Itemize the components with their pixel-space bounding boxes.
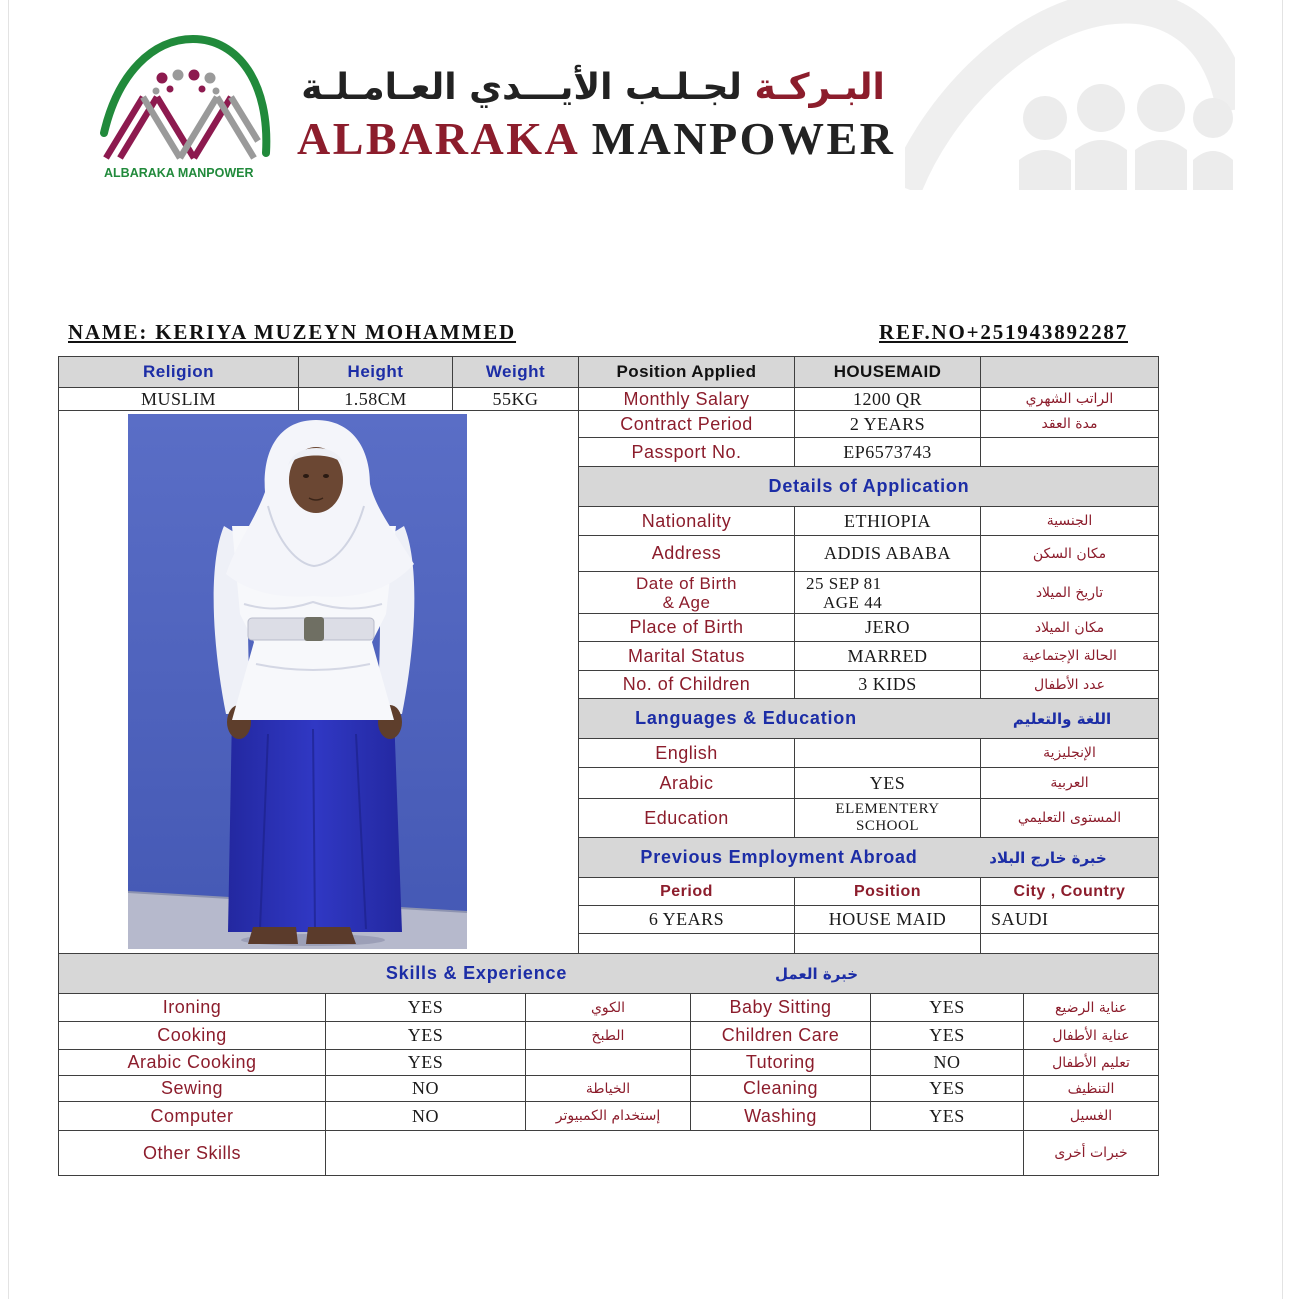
skills-experience-title-arabic: خبرة العمل bbox=[774, 964, 859, 983]
arabic-label: Arabic bbox=[579, 768, 795, 799]
skills-experience-header bbox=[59, 954, 1159, 994]
number-of-children-label: No. of Children bbox=[579, 671, 795, 699]
english-value bbox=[795, 739, 981, 768]
skill-name: Cleaning bbox=[691, 1076, 871, 1102]
weight-header: Weight bbox=[453, 357, 579, 388]
date-of-birth-label bbox=[579, 572, 795, 614]
other-skills-value bbox=[326, 1131, 1024, 1176]
employment-empty-row bbox=[579, 934, 795, 954]
skill-name-arabic: الكوي bbox=[526, 994, 691, 1022]
previous-employment-header bbox=[579, 838, 1159, 878]
logo-caption: ALBARAKA MANPOWER bbox=[104, 166, 254, 180]
passport-number-label: Passport No. bbox=[579, 438, 795, 467]
skill-name-arabic: إستخدام الكمبيوتر bbox=[526, 1102, 691, 1131]
place-of-birth-label: Place of Birth bbox=[579, 614, 795, 642]
english-label: English bbox=[579, 739, 795, 768]
education-value-line2: SCHOOL bbox=[855, 818, 919, 834]
arabic-value: YES bbox=[795, 768, 981, 799]
skill-name-arabic: الغسيل bbox=[1024, 1102, 1159, 1131]
skill-name-arabic: عناية الرضيع bbox=[1024, 994, 1159, 1022]
age: AGE 44 bbox=[823, 592, 883, 612]
company-title-arabic bbox=[293, 62, 893, 114]
monthly-salary-value: 1200 QR bbox=[795, 388, 981, 411]
company-title-english-rest: MANPOWER bbox=[591, 113, 896, 164]
logo-watermark-icon bbox=[905, 0, 1235, 190]
candidate-name: NAME: KERIYA MUZEYN MOHAMMED bbox=[68, 320, 517, 344]
place-of-birth-value: JERO bbox=[795, 614, 981, 642]
skill-value: YES bbox=[871, 994, 1024, 1022]
languages-education-header bbox=[579, 699, 1159, 739]
contract-period-label-arabic: مدة العقد bbox=[981, 411, 1159, 438]
skill-name: Washing bbox=[691, 1102, 871, 1131]
skill-name: Computer bbox=[59, 1102, 326, 1131]
company-title-arabic-brand: البـركـة bbox=[754, 67, 885, 108]
other-skills-label-arabic: خبرات أخرى bbox=[1024, 1131, 1159, 1176]
skills-experience-title: Skills & Experience bbox=[385, 963, 568, 983]
place-of-birth-label-arabic: مكان الميلاد bbox=[981, 614, 1159, 642]
skill-value: YES bbox=[326, 994, 526, 1022]
employment-period-value: 6 YEARS bbox=[579, 906, 795, 934]
other-skills-label: Other Skills bbox=[59, 1131, 326, 1176]
albaraka-logo-icon bbox=[98, 33, 273, 168]
skill-value: NO bbox=[326, 1076, 526, 1102]
marital-status-label: Marital Status bbox=[579, 642, 795, 671]
marital-status-value: MARRED bbox=[795, 642, 981, 671]
position-applied-value: HOUSEMAID bbox=[795, 357, 981, 388]
previous-employment-title-arabic: خبرة خارج البلاد bbox=[989, 848, 1107, 867]
passport-number-blank bbox=[981, 438, 1159, 467]
skill-name: Ironing bbox=[59, 994, 326, 1022]
employment-position-value: HOUSE MAID bbox=[795, 906, 981, 934]
marital-status-label-arabic: الحالة الإجتماعية bbox=[981, 642, 1159, 671]
skill-name: Sewing bbox=[59, 1076, 326, 1102]
skill-value: YES bbox=[871, 1022, 1024, 1050]
languages-education-title-arabic: اللغة والتعليم bbox=[1012, 709, 1112, 728]
position-applied-blank bbox=[981, 357, 1159, 388]
skill-value: NO bbox=[871, 1050, 1024, 1076]
skill-name-arabic: تعليم الأطفال bbox=[1024, 1050, 1159, 1076]
contract-period-label: Contract Period bbox=[579, 411, 795, 438]
passport-number-value: EP6573743 bbox=[795, 438, 981, 467]
address-label: Address bbox=[579, 536, 795, 572]
skill-value: YES bbox=[871, 1102, 1024, 1131]
details-of-application-header bbox=[579, 467, 1159, 507]
nationality-label-arabic: الجنسية bbox=[981, 507, 1159, 536]
education-label: Education bbox=[579, 799, 795, 838]
company-title-english-brand: ALBARAKA bbox=[297, 113, 578, 164]
monthly-salary-label-arabic: الراتب الشهري bbox=[981, 388, 1159, 411]
position-applied-label: Position Applied bbox=[579, 357, 795, 388]
nationality-label: Nationality bbox=[579, 507, 795, 536]
address-label-arabic: مكان السكن bbox=[981, 536, 1159, 572]
date-of-birth-label-line2: & Age bbox=[662, 592, 711, 612]
english-label-arabic: الإنجليزية bbox=[981, 739, 1159, 768]
cv-table bbox=[58, 356, 1159, 1176]
skill-name: Children Care bbox=[691, 1022, 871, 1050]
employment-position-header: Position bbox=[795, 878, 981, 906]
employment-location-value: SAUDI bbox=[981, 906, 1159, 934]
number-of-children-value: 3 KIDS bbox=[795, 671, 981, 699]
education-value bbox=[795, 799, 981, 838]
candidate-photo bbox=[128, 414, 467, 949]
skill-name-arabic: التنظيف bbox=[1024, 1076, 1159, 1102]
nationality-value: ETHIOPIA bbox=[795, 507, 981, 536]
employment-empty-row bbox=[981, 934, 1159, 954]
languages-education-title: Languages & Education bbox=[635, 708, 857, 728]
skill-value: YES bbox=[871, 1076, 1024, 1102]
details-of-application-title: Details of Application bbox=[768, 476, 970, 496]
date-of-birth-label-arabic: تاريخ الميلاد bbox=[981, 572, 1159, 614]
skill-name-arabic: عناية الأطفال bbox=[1024, 1022, 1159, 1050]
reference-number: REF.NO+251943892287 bbox=[879, 320, 1128, 344]
date-of-birth: 25 SEP 81 bbox=[806, 573, 882, 593]
skill-name-arabic-blank bbox=[526, 1050, 691, 1076]
skill-name: Baby Sitting bbox=[691, 994, 871, 1022]
education-value-line1: ELEMENTERY bbox=[835, 801, 940, 817]
date-of-birth-label-line1: Date of Birth bbox=[636, 573, 737, 593]
skill-name: Cooking bbox=[59, 1022, 326, 1050]
height-value: 1.58CM bbox=[299, 388, 453, 411]
skill-value: YES bbox=[326, 1050, 526, 1076]
previous-employment-title: Previous Employment Abroad bbox=[640, 847, 918, 867]
company-title-arabic-rest: لجـلـب الأيـــدي العـامـلـة bbox=[301, 67, 742, 108]
weight-value: 55KG bbox=[453, 388, 579, 411]
employment-location-header: City , Country bbox=[981, 878, 1159, 906]
arabic-label-arabic: العربية bbox=[981, 768, 1159, 799]
company-title-english bbox=[297, 113, 895, 165]
employment-empty-row bbox=[795, 934, 981, 954]
height-header: Height bbox=[299, 357, 453, 388]
skill-name-arabic: الطبخ bbox=[526, 1022, 691, 1050]
contract-period-value: 2 YEARS bbox=[795, 411, 981, 438]
skill-name: Arabic Cooking bbox=[59, 1050, 326, 1076]
date-of-birth-value bbox=[795, 572, 981, 614]
monthly-salary-label: Monthly Salary bbox=[579, 388, 795, 411]
photo-cell bbox=[59, 411, 579, 954]
religion-header: Religion bbox=[59, 357, 299, 388]
skill-value: NO bbox=[326, 1102, 526, 1131]
number-of-children-label-arabic: عدد الأطفال bbox=[981, 671, 1159, 699]
skill-name: Tutoring bbox=[691, 1050, 871, 1076]
skill-value: YES bbox=[326, 1022, 526, 1050]
skill-name-arabic: الخياطة bbox=[526, 1076, 691, 1102]
religion-value: MUSLIM bbox=[59, 388, 299, 411]
address-value: ADDIS ABABA bbox=[795, 536, 981, 572]
education-label-arabic: المستوى التعليمي bbox=[981, 799, 1159, 838]
employment-period-header: Period bbox=[579, 878, 795, 906]
